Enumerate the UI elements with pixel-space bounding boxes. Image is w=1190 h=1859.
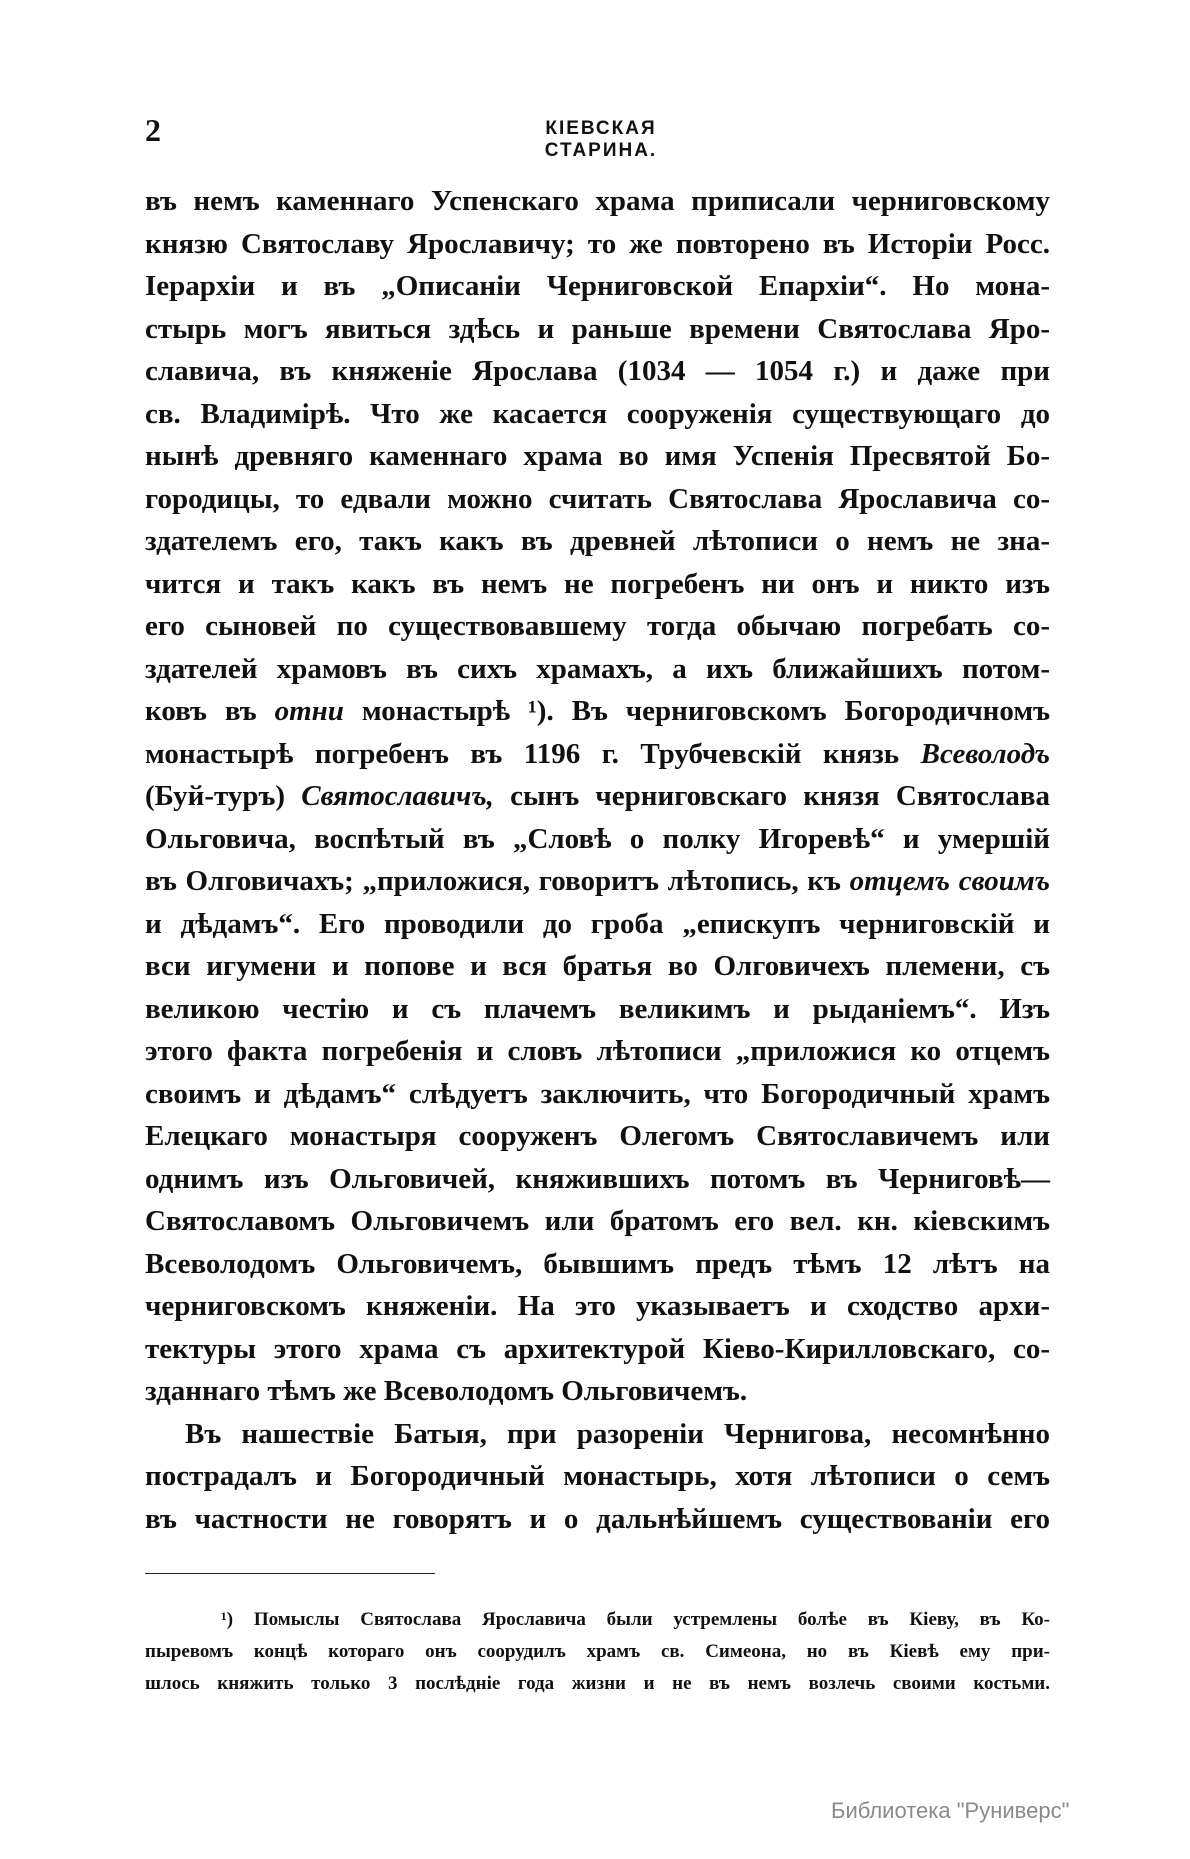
text-segment: Святославомъ Ольговичемъ или братомъ его вел. кн. кіевскимъ bbox=[145, 1205, 1050, 1237]
text-segment: Ольговича, воспѣтый въ „Словѣ о полку Игоревѣ“ и умершій bbox=[145, 822, 1050, 855]
italic-text: Святославичъ, bbox=[301, 780, 494, 812]
body-text bbox=[145, 180, 1050, 1540]
text-line bbox=[145, 648, 1050, 691]
text-line bbox=[145, 1328, 1050, 1371]
italic-text: отни bbox=[274, 695, 344, 727]
text-segment: пострадалъ и Богородичный монастырь, хотя лѣтописи о семъ bbox=[145, 1460, 1050, 1492]
text-segment: тектуры этого храма съ архитектурой Кіево-Кирилловскаго, со- bbox=[145, 1332, 1050, 1365]
text-segment: здателей храмовъ въ сихъ храмахъ, а ихъ ближайшихъ потом- bbox=[145, 652, 1050, 685]
text-segment: вси игумени и попове и вся братья во Олговичехъ племени, съ bbox=[145, 950, 1050, 982]
italic-text: Всеволодъ bbox=[920, 737, 1050, 770]
text-line bbox=[145, 1115, 1050, 1158]
text-line bbox=[145, 1030, 1050, 1073]
text-segment: чится и такъ какъ въ немъ не погребенъ ни онъ и никто изъ bbox=[145, 567, 1050, 600]
library-watermark: Библиотека "Руниверс" bbox=[831, 1798, 1070, 1823]
text-line bbox=[145, 180, 1050, 223]
text-segment: св. Владимірѣ. Что же касается сооруженія существующаго до bbox=[145, 397, 1050, 430]
text-line bbox=[145, 265, 1050, 308]
text-segment: въ немъ каменнаго Успенскаго храма приписали черниговскому bbox=[145, 185, 1050, 217]
text-line bbox=[145, 1413, 1050, 1456]
text-line bbox=[145, 818, 1050, 861]
footnote-divider bbox=[145, 1573, 435, 1574]
text-line bbox=[145, 393, 1050, 436]
text-segment: своимъ и дѣдамъ“ слѣдуетъ заключить, что Богородичный храмъ bbox=[145, 1077, 1050, 1110]
text-segment: нынѣ древняго каменнаго храма во имя Успенія Пресвятой Бо- bbox=[145, 440, 1050, 472]
text-line bbox=[145, 435, 1050, 478]
text-segment: городицы, то едвали можно считать Святослава Ярославича со- bbox=[145, 482, 1050, 515]
text-segment: зданнаго тѣмъ же Всеволодомъ Ольговичемъ. bbox=[145, 1375, 748, 1407]
text-segment: монастырѣ погребенъ въ 1196 г. Трубчевскій князь bbox=[145, 737, 921, 770]
text-segment: въ Олговичахъ; „приложися, говоритъ лѣтопись, къ bbox=[145, 865, 850, 897]
text-segment: великою честію и съ плачемъ великимъ и рыданіемъ“. Изъ bbox=[145, 992, 1050, 1025]
text-segment: сынъ черниговскаго князя Святослава bbox=[493, 780, 1050, 812]
text-segment: однимъ изъ Ольговичей, княжившихъ потомъ въ Черниговѣ— bbox=[145, 1162, 1050, 1195]
text-line bbox=[145, 223, 1050, 266]
text-segment: его сыновей по существовавшему тогда обычаю погребать со- bbox=[145, 610, 1050, 642]
text-line bbox=[145, 690, 1050, 733]
text-segment: и дѣдамъ“. Его проводили до гроба „епискупъ черниговскій и bbox=[145, 907, 1050, 940]
text-line bbox=[145, 1498, 1050, 1541]
text-segment: славича, въ княженіе Ярослава (1034 — 1054 г.) и даже при bbox=[145, 355, 1050, 387]
text-line bbox=[145, 903, 1050, 946]
text-line bbox=[145, 860, 1050, 903]
footnote-line: пыревомъ концѣ котораго онъ соорудилъ храмъ св. Симеона, но въ Кіевѣ ему при- bbox=[145, 1641, 1050, 1662]
footnote-line: ¹) Помыслы Святослава Ярославича были устремлены болѣе въ Кіеву, въ Ко- bbox=[221, 1609, 1050, 1630]
footnote-line: шлось княжить только 3 послѣдніе года жизни и не въ немъ возлечь своими костьми. bbox=[145, 1673, 1050, 1694]
text-line bbox=[145, 988, 1050, 1031]
page-number: 2 bbox=[145, 112, 161, 148]
text-segment: этого факта погребенія и словъ лѣтописи „приложися ко отцемъ bbox=[145, 1035, 1050, 1067]
text-line bbox=[145, 1455, 1050, 1498]
footnote bbox=[145, 1604, 1050, 1700]
text-segment: Всеволодомъ Ольговичемъ, бывшимъ предъ тѣмъ 12 лѣтъ на bbox=[145, 1247, 1050, 1280]
text-line bbox=[145, 1370, 1050, 1413]
text-line bbox=[145, 1243, 1050, 1286]
text-segment: Елецкаго монастыря сооруженъ Олегомъ Святославичемъ или bbox=[145, 1120, 1050, 1152]
text-line bbox=[145, 1073, 1050, 1116]
text-line bbox=[145, 1200, 1050, 1243]
text-line bbox=[145, 605, 1050, 648]
text-segment: стырь могъ явиться здѣсь и раньше времени Святослава Яро- bbox=[145, 312, 1050, 345]
text-segment: Въ нашествіе Батыя, при разореніи Чернигова, несомнѣнно bbox=[185, 1417, 1050, 1450]
text-line bbox=[145, 520, 1050, 563]
text-segment: здателемъ его, такъ какъ въ древней лѣтописи о немъ не зна- bbox=[145, 525, 1050, 557]
text-line bbox=[145, 1158, 1050, 1201]
text-line bbox=[145, 733, 1050, 776]
text-segment: (Буй-туръ) bbox=[145, 780, 302, 812]
text-segment: черниговскомъ княженіи. На это указываетъ и сходство архи- bbox=[145, 1290, 1050, 1322]
text-segment: ковъ въ bbox=[145, 695, 275, 727]
text-line bbox=[145, 945, 1050, 988]
italic-text: отцемъ своимъ bbox=[849, 865, 1051, 897]
running-title: КІЕВСКАЯ СТАРИНА. bbox=[544, 118, 658, 161]
text-line bbox=[145, 308, 1050, 351]
text-segment: монастырѣ ¹). Въ черниговскомъ Богородичномъ bbox=[343, 695, 1050, 727]
text-segment: въ частности не говорятъ и о дальнѣйшемъ существованіи его bbox=[145, 1502, 1050, 1535]
text-segment: Іерархіи и въ „Описаніи Черниговской Епархіи“. Но мона- bbox=[145, 270, 1050, 302]
text-line bbox=[145, 775, 1050, 818]
text-segment: князю Святославу Ярославичу; то же повторено въ Исторіи Росс. bbox=[145, 227, 1050, 260]
text-line bbox=[145, 350, 1050, 393]
text-line bbox=[145, 478, 1050, 521]
text-line bbox=[145, 563, 1050, 606]
text-line bbox=[145, 1285, 1050, 1328]
